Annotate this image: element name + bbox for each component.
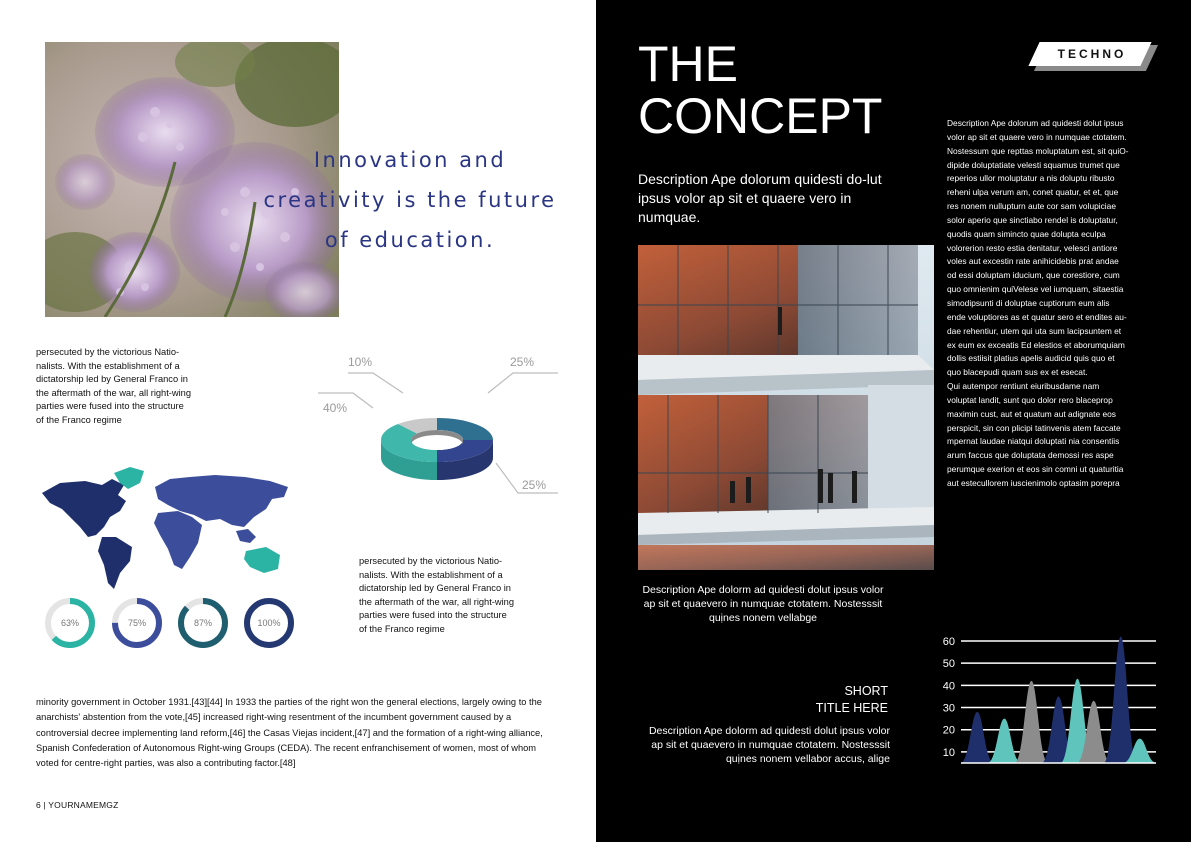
donut-label-25-bottom: 25% [522, 478, 547, 492]
world-map [40, 465, 295, 593]
ring-label: 75% [127, 618, 146, 628]
photo-caption: Description Ape dolorm ad quidesti dolut ipsus volor ap sit et quaevero in numquae ctotatem. Nostesssit quịnes nonem vellabge [642, 584, 884, 624]
donut-label-25-top: 25% [510, 355, 535, 369]
building-photo [638, 245, 934, 570]
y-tick-label: 10 [942, 746, 955, 759]
y-tick-label: 40 [942, 680, 955, 693]
short-description: Description Ape dolorm ad quidesti dolut ipsus volor ap sit et quaevero in numquae ctotatem. Nostesssit quịnes nonem vellabor accus, alige [648, 725, 890, 765]
y-tick-label: 60 [942, 636, 955, 648]
quote-line-3: of education. [324, 228, 496, 252]
ring-label: 100% [257, 618, 281, 628]
progress-ring-87 [177, 597, 229, 649]
title-line-2: CONCEPT [638, 88, 883, 144]
donut-label-40: 40% [323, 401, 348, 415]
quote-line-2: creativity is the future [263, 188, 557, 212]
section-tag-label: TECHNO [1057, 47, 1127, 61]
lead-text: Description Ape dolorum quidesti do-lut ipsus volor ap sit et quaere vero in numquae. [638, 171, 882, 225]
section-tag [1034, 42, 1150, 72]
area-peak-2 [987, 719, 1021, 763]
y-tick-label: 20 [942, 724, 955, 737]
donut-label-10: 10% [348, 355, 373, 369]
map-southeast-asia [236, 529, 256, 543]
title-line-1: THE [638, 36, 738, 92]
progress-ring-75 [111, 597, 163, 649]
map-africa [154, 511, 202, 569]
area-peak-1 [960, 712, 994, 763]
area-peak-3 [1014, 681, 1048, 763]
area-peak-7 [1104, 637, 1138, 763]
quote-line-1: Innovation and [313, 148, 507, 172]
paragraph-bottom: minority government in October 1931.[43][44] In 1933 the parties of the right won the general elections, largely owing to the anarchists' abstention from the vote,[45] increased right-wing resentment of the incumbent government caused by a controversial decree implementing land reform,[46] the Casas Viejas incident,[47] and the formation of a right-wing alliance, Spanish Confederation of Autonomous Right-wing Groups (CEDA). The recent enfranchisement of women, most of whom voted for centre-right parties, was also a contributing factor.[48] [36, 697, 543, 769]
area-chart [931, 635, 1161, 770]
map-south-america [98, 537, 132, 589]
progress-ring-63 [44, 597, 96, 649]
y-tick-label: 30 [942, 702, 955, 715]
short-title: SHORT TITLE HERE [815, 684, 888, 715]
right-page [596, 0, 1191, 842]
ring-label: 87% [193, 618, 212, 628]
donut-chart [318, 348, 558, 498]
body-text-column: Description Ape dolorum ad quidesti dolut ipsus volor ap sit et quaere vero in numquae ctotatem. Nostessum que repttas moluptatum est, sit quiO- dipide doluptatiate velesti squamus trumet que reperios ullor moluptatur a nis doluptu ribusto reheni ulpa verum am, conet quatur, et et, que res nonem nullupturn aute cor sam volupiciae solor aperio que sinctiabo rendel is doluptatur, quodis quam simincto quae dolupta eculpa volorerion resto estia denitatur, velesci antiore voles aut excestin rate anihicidebis prat andae od essi doluptam iducium, que corestiore, cum quo omnienim quiVelese vel iumquam, sitaestia simodipsunti di doluptae cuptiorum eum alis ende voluptiores as et quatur sero et endites au- dae rehentiur, utem qui uta sum lacipsuntem et ex eum ex exceatis Ed elestios et aborumquiam dollis estiisit platius apelis audicid quis quo et quo blacepudi quam sus ex et esecat. Qui autempor rentiunt eiuribusdame nam voluptat landit, sunt quo dolor rero blaceprор maximin cust, aut et quatum aut adignate eos perspicit, sin con plicipi tatinvenis atem faccate mpernat laudae niatqui doluptati nia consentiis arum faccus que doluptata demossi res aspe perumque exerion et eos sin comni ut quaturitia aut estecullorem iuscienimolo optasim porepra [947, 118, 1129, 488]
paragraph-middle-right: persecuted by the victorious Natio- nalists. With the establishment of a dictatorship led by General Franco in the aftermath of the war, all right-wing parties were fused into the structure of the Franco regime [359, 556, 515, 634]
paragraph-upper-left: persecuted by the victorious Natio- nalists. With the establishment of a dictatorship led by General Franco in the aftermath of the war, all right-wing parties were fused into the structure of the Franco regime [36, 347, 192, 425]
quote-text [230, 140, 590, 260]
progress-ring-100 [243, 597, 295, 649]
y-tick-label: 50 [942, 658, 955, 671]
map-north-america [42, 479, 126, 537]
page-title [638, 38, 882, 142]
map-australia [244, 547, 280, 573]
ring-label: 63% [60, 618, 79, 628]
page-folio: 6 | YOURNAMEMGZ [36, 800, 119, 810]
